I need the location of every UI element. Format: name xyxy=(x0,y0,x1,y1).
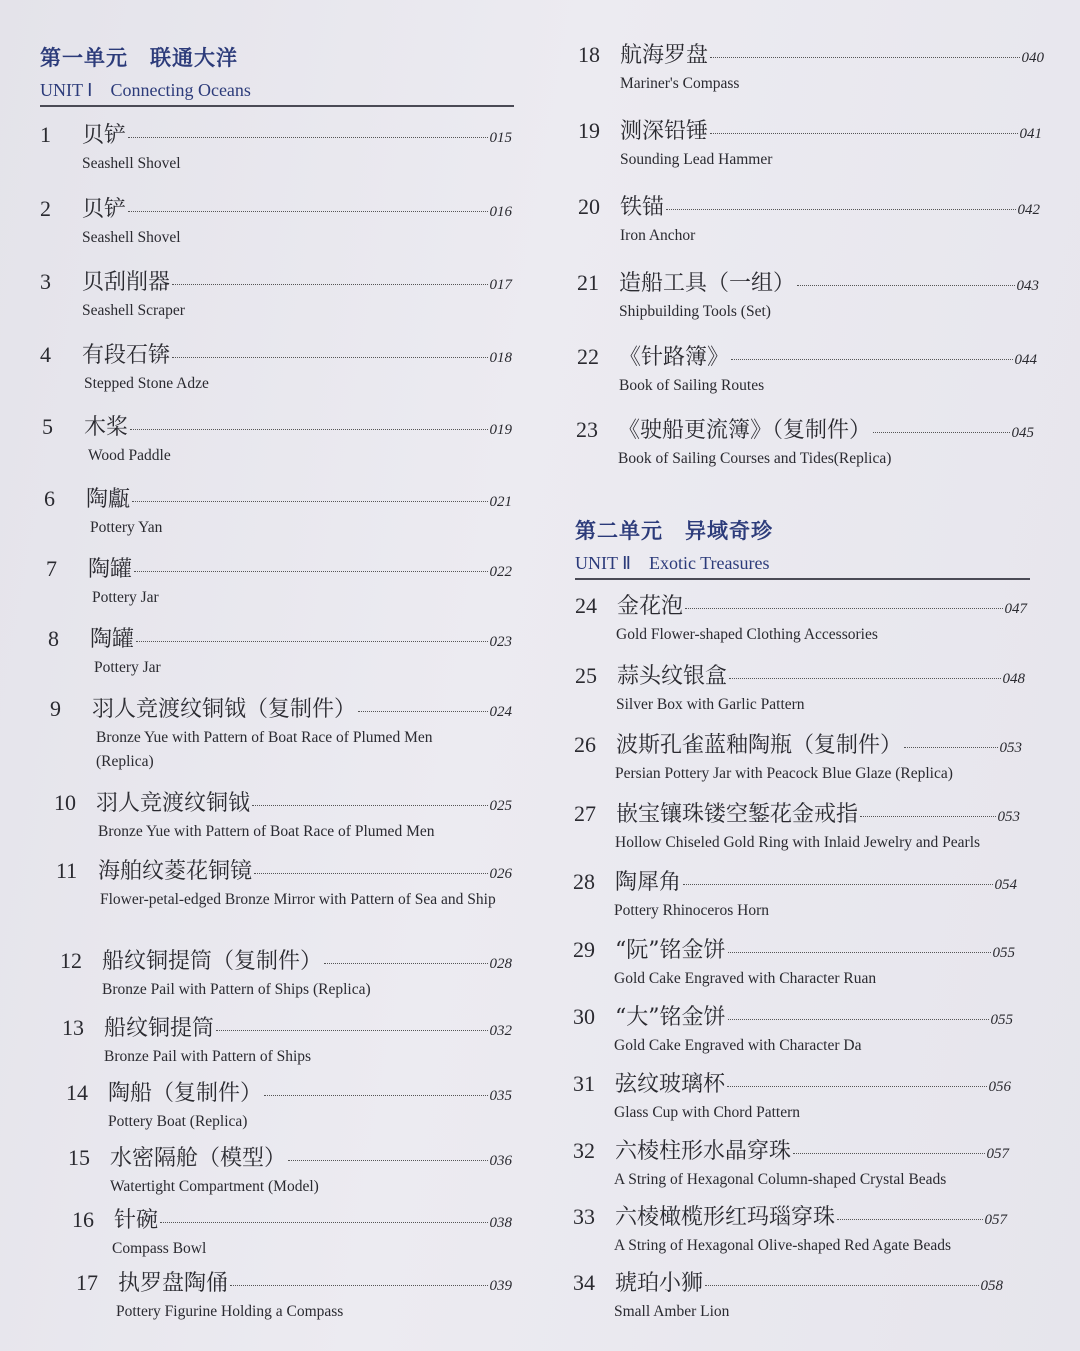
entry-number: 11 xyxy=(56,858,78,883)
entry-page-number: 042 xyxy=(1017,202,1040,218)
unit-2-heading xyxy=(575,515,1030,580)
toc-entry[interactable] xyxy=(44,482,512,540)
toc-entry[interactable] xyxy=(40,192,512,250)
toc-entry[interactable] xyxy=(573,933,1015,991)
entry-title-en: Gold Cake Engraved with Character Da xyxy=(614,1037,862,1054)
entry-title-en: Watertight Compartment (Model) xyxy=(110,1178,319,1195)
toc-entry[interactable] xyxy=(50,692,512,774)
entry-title-cn: 六棱柱形水晶穿珠 xyxy=(615,1139,792,1164)
toc-entry[interactable] xyxy=(72,1203,512,1261)
entry-title-cn: “大”铭金饼 xyxy=(615,1005,726,1030)
toc-entry[interactable] xyxy=(573,1266,1003,1324)
entry-title-cn: 《驶船更流簿》（复制件） xyxy=(618,418,872,443)
entry-number: 16 xyxy=(72,1207,94,1232)
entry-number: 12 xyxy=(60,948,82,973)
entry-number: 10 xyxy=(54,790,76,815)
entry-title-en: Book of Sailing Courses and Tides(Replica) xyxy=(618,450,892,467)
dot-leader xyxy=(731,359,1012,360)
entry-title-en: Book of Sailing Routes xyxy=(619,377,765,394)
toc-entry[interactable] xyxy=(574,797,1020,855)
entry-title-en: A String of Hexagonal Column-shaped Crystal Beads xyxy=(614,1171,947,1188)
toc-entry[interactable] xyxy=(573,1000,1013,1058)
entry-number: 17 xyxy=(76,1270,98,1295)
entry-page-number: 053 xyxy=(999,740,1022,756)
dot-leader xyxy=(172,284,487,285)
toc-entry[interactable] xyxy=(575,589,1027,647)
entry-page-number: 044 xyxy=(1014,352,1037,368)
entry-number: 22 xyxy=(577,344,599,369)
toc-entry[interactable] xyxy=(573,865,1017,923)
unit-1-title-cn: 第一单元 联通大洋 xyxy=(40,45,238,70)
entry-page-number: 024 xyxy=(489,704,512,720)
dot-leader xyxy=(264,1095,487,1096)
entry-title-en: Seashell Shovel xyxy=(82,155,181,172)
entry-title-en: Pottery Boat (Replica) xyxy=(108,1113,248,1130)
entry-title-cn: 木桨 xyxy=(84,415,129,440)
dot-leader xyxy=(729,678,1000,679)
unit-1-divider xyxy=(40,105,514,107)
entry-title-en: Gold Flower-shaped Clothing Accessories xyxy=(616,626,878,643)
entry-title-en: Glass Cup with Chord Pattern xyxy=(614,1104,800,1121)
entry-title-en: Compass Bowl xyxy=(112,1240,207,1257)
entry-number: 1 xyxy=(40,122,51,147)
dot-leader xyxy=(710,133,1017,134)
toc-entry[interactable] xyxy=(573,1200,1007,1258)
entry-number: 14 xyxy=(66,1080,88,1105)
entry-title-cn: 《针路簿》 xyxy=(619,345,730,370)
dot-leader xyxy=(130,429,487,430)
entry-title-cn: 陶船（复制件） xyxy=(108,1081,263,1106)
entry-title-cn: 执罗盘陶俑 xyxy=(118,1271,229,1296)
toc-entry[interactable] xyxy=(578,190,1040,248)
entry-title-cn: 船纹铜提筒 xyxy=(104,1016,215,1041)
toc-entry[interactable] xyxy=(62,1011,512,1069)
entry-title-cn: 陶犀角 xyxy=(615,870,682,895)
entry-page-number: 041 xyxy=(1019,126,1042,142)
entry-number: 34 xyxy=(573,1270,595,1295)
entry-number: 8 xyxy=(48,626,59,651)
entry-page-number: 057 xyxy=(986,1146,1009,1162)
entry-number: 19 xyxy=(578,118,600,143)
toc-entry[interactable] xyxy=(48,622,512,680)
entry-title-cn: 贝铲 xyxy=(82,197,127,222)
entry-number: 7 xyxy=(46,556,57,581)
toc-entry[interactable] xyxy=(54,786,512,844)
unit-2-divider xyxy=(575,578,1030,580)
entry-page-number: 017 xyxy=(489,277,512,293)
entry-title-cn: 琥珀小狮 xyxy=(615,1271,704,1296)
entry-page-number: 026 xyxy=(489,866,512,882)
dot-leader xyxy=(132,501,487,502)
entry-title-cn: 嵌宝镶珠镂空錾花金戒指 xyxy=(616,802,859,827)
dot-leader xyxy=(904,747,997,748)
unit-2-title-en: UNIT Ⅱ Exotic Treasures xyxy=(575,553,770,573)
entry-page-number: 023 xyxy=(489,634,512,650)
entry-title-cn: 测深铅锤 xyxy=(620,119,709,144)
entry-page-number: 015 xyxy=(489,130,512,146)
entry-title-en: Pottery Figurine Holding a Compass xyxy=(116,1303,344,1320)
entry-title-cn: 铁锚 xyxy=(620,195,665,220)
entry-page-number: 056 xyxy=(988,1079,1011,1095)
entry-number: 32 xyxy=(573,1138,595,1163)
toc-entry[interactable] xyxy=(40,338,512,396)
toc-entry[interactable] xyxy=(40,265,512,323)
dot-leader xyxy=(666,209,1015,210)
entry-title-cn: 陶罐 xyxy=(90,627,135,652)
entry-page-number: 054 xyxy=(994,877,1017,893)
dot-leader xyxy=(160,1222,487,1223)
dot-leader xyxy=(358,711,487,712)
entry-title-en: Pottery Jar xyxy=(94,659,161,676)
dot-leader xyxy=(252,805,487,806)
entry-title-en: Mariner's Compass xyxy=(620,75,740,92)
entry-title-en: Bronze Yue with Pattern of Boat Race of Plumed Men (Replica) xyxy=(96,729,433,770)
dot-leader xyxy=(727,1086,986,1087)
dot-leader xyxy=(685,608,1002,609)
entry-title-cn: “阮”铭金饼 xyxy=(615,938,726,963)
entry-page-number: 047 xyxy=(1004,601,1027,617)
entry-page-number: 055 xyxy=(992,945,1015,961)
entry-number: 3 xyxy=(40,269,51,294)
dot-leader xyxy=(172,357,487,358)
toc-entry[interactable] xyxy=(60,944,512,1002)
dot-leader xyxy=(793,1153,984,1154)
entry-title-cn: 波斯孔雀蓝釉陶瓶（复制件） xyxy=(616,733,903,758)
dot-leader xyxy=(705,1285,978,1286)
entry-title-cn: 贝铲 xyxy=(82,123,127,148)
entry-number: 26 xyxy=(574,732,596,757)
entry-page-number: 048 xyxy=(1002,671,1025,687)
entry-title-en: Persian Pottery Jar with Peacock Blue Glaze (Replica) xyxy=(615,765,953,782)
entry-title-en: Pottery Yan xyxy=(90,519,163,536)
entry-title-en: A String of Hexagonal Olive-shaped Red Agate Beads xyxy=(614,1237,952,1254)
entry-number: 2 xyxy=(40,196,51,221)
entry-title-en: Bronze Pail with Pattern of Ships xyxy=(104,1048,312,1065)
entry-title-en: Bronze Pail with Pattern of Ships (Replica) xyxy=(102,981,371,998)
entry-number: 4 xyxy=(40,342,51,367)
entry-title-cn: 弦纹玻璃杯 xyxy=(615,1072,726,1097)
toc-entry[interactable] xyxy=(575,659,1025,717)
entry-title-cn: 航海罗盘 xyxy=(620,43,709,68)
entry-page-number: 038 xyxy=(489,1215,512,1231)
entry-title-en: Hollow Chiseled Gold Ring with Inlaid Jewelry and Pearls xyxy=(615,834,981,851)
entry-number: 25 xyxy=(575,663,597,688)
dot-leader xyxy=(710,57,1019,58)
entry-page-number: 055 xyxy=(990,1012,1013,1028)
toc-entry[interactable] xyxy=(46,552,512,610)
toc-entry[interactable] xyxy=(68,1141,512,1199)
toc-entry[interactable] xyxy=(66,1076,512,1134)
dot-leader xyxy=(128,211,487,212)
dot-leader xyxy=(324,963,487,964)
toc-entry[interactable] xyxy=(40,118,512,176)
entry-number: 6 xyxy=(44,486,55,511)
entry-number: 24 xyxy=(575,593,597,618)
entry-title-cn: 针碗 xyxy=(114,1208,159,1233)
entry-title-en: Pottery Rhinoceros Horn xyxy=(614,902,769,919)
entry-page-number: 021 xyxy=(489,494,512,510)
entry-title-cn: 贝刮削器 xyxy=(82,270,171,295)
entry-title-en: Shipbuilding Tools (Set) xyxy=(619,303,771,320)
entry-page-number: 016 xyxy=(489,204,512,220)
entry-title-cn: 金花泡 xyxy=(617,594,684,619)
entry-number: 18 xyxy=(578,42,600,67)
entry-title-en: Stepped Stone Adze xyxy=(84,375,209,392)
entry-title-cn: 六棱橄榄形红玛瑙穿珠 xyxy=(615,1205,836,1230)
entry-title-en: Bronze Yue with Pattern of Boat Race of Plumed Men xyxy=(98,823,435,840)
entry-page-number: 053 xyxy=(997,809,1020,825)
entry-number: 27 xyxy=(574,801,596,826)
entry-title-en: Seashell Scraper xyxy=(82,302,185,319)
entry-title-cn: 造船工具（一组） xyxy=(619,271,796,296)
entry-number: 31 xyxy=(573,1071,595,1096)
toc-entry[interactable] xyxy=(574,728,1022,786)
toc-entry[interactable] xyxy=(578,38,1044,96)
entry-page-number: 036 xyxy=(489,1153,512,1169)
toc-entry[interactable] xyxy=(76,1266,512,1324)
entry-number: 29 xyxy=(573,937,595,962)
unit-2-title-cn: 第二单元 异域奇珍 xyxy=(575,518,773,543)
unit-1-heading xyxy=(40,42,514,107)
entry-page-number: 019 xyxy=(489,422,512,438)
entry-page-number: 032 xyxy=(489,1023,512,1039)
toc-entry[interactable] xyxy=(576,413,1034,471)
entry-number: 33 xyxy=(573,1204,595,1229)
entry-title-en: Silver Box with Garlic Pattern xyxy=(616,696,805,713)
dot-leader xyxy=(288,1160,487,1161)
entry-title-cn: 羽人竞渡纹铜钺 xyxy=(96,791,251,816)
entry-number: 28 xyxy=(573,869,595,894)
dot-leader xyxy=(254,873,487,874)
entry-title-cn: 羽人竞渡纹铜钺（复制件） xyxy=(92,697,357,722)
entry-title-en: Iron Anchor xyxy=(620,227,696,244)
entry-page-number: 039 xyxy=(489,1278,512,1294)
unit-1-title-en: UNIT Ⅰ Connecting Oceans xyxy=(40,80,251,100)
entry-number: 9 xyxy=(50,696,61,721)
entry-title-cn: 陶甗 xyxy=(86,487,131,512)
toc-entry[interactable] xyxy=(573,1134,1009,1192)
entry-number: 13 xyxy=(62,1015,84,1040)
entry-page-number: 028 xyxy=(489,956,512,972)
dot-leader xyxy=(797,285,1014,286)
entry-title-cn: 水密隔舱（模型） xyxy=(110,1146,287,1171)
toc-entry[interactable] xyxy=(56,854,512,912)
entry-page-number: 045 xyxy=(1011,425,1034,441)
entry-number: 20 xyxy=(578,194,600,219)
entry-title-en: Pottery Jar xyxy=(92,589,159,606)
entry-title-en: Seashell Shovel xyxy=(82,229,181,246)
entry-page-number: 058 xyxy=(980,1278,1003,1294)
entry-title-en: Gold Cake Engraved with Character Ruan xyxy=(614,970,877,987)
entry-page-number: 040 xyxy=(1021,50,1044,66)
entry-title-en: Sounding Lead Hammer xyxy=(620,151,773,168)
entry-page-number: 022 xyxy=(489,564,512,580)
dot-leader xyxy=(728,1019,989,1020)
dot-leader xyxy=(860,816,995,817)
entry-title-cn: 海舶纹菱花铜镜 xyxy=(98,859,253,884)
dot-leader xyxy=(230,1285,487,1286)
dot-leader xyxy=(837,1219,982,1220)
dot-leader xyxy=(134,571,487,572)
toc-entry[interactable] xyxy=(578,114,1042,172)
dot-leader xyxy=(728,952,991,953)
entry-number: 30 xyxy=(573,1004,595,1029)
entry-title-en: Flower-petal-edged Bronze Mirror with Pattern of Sea and Ship xyxy=(100,891,496,908)
toc-entry[interactable] xyxy=(42,410,512,468)
entry-title-en: Wood Paddle xyxy=(88,447,171,464)
entry-title-cn: 船纹铜提筒（复制件） xyxy=(102,949,323,974)
entry-page-number: 035 xyxy=(489,1088,512,1104)
dot-leader xyxy=(216,1030,487,1031)
entry-title-cn: 陶罐 xyxy=(88,557,133,582)
dot-leader xyxy=(136,641,487,642)
entry-number: 15 xyxy=(68,1145,90,1170)
entry-title-cn: 有段石锛 xyxy=(82,343,171,368)
entry-page-number: 018 xyxy=(489,350,512,366)
dot-leader xyxy=(128,137,487,138)
dot-leader xyxy=(683,884,992,885)
entry-page-number: 043 xyxy=(1016,278,1039,294)
entry-number: 5 xyxy=(42,414,53,439)
dot-leader xyxy=(873,432,1009,433)
toc-entry[interactable] xyxy=(573,1067,1011,1125)
entry-number: 23 xyxy=(576,417,598,442)
entry-title-cn: 蒜头纹银盒 xyxy=(617,664,728,689)
entry-page-number: 057 xyxy=(984,1212,1007,1228)
entry-page-number: 025 xyxy=(489,798,512,814)
entry-title-en: Small Amber Lion xyxy=(614,1303,730,1320)
toc-entry[interactable] xyxy=(577,340,1037,398)
toc-entry[interactable] xyxy=(577,266,1039,324)
entry-number: 21 xyxy=(577,270,599,295)
